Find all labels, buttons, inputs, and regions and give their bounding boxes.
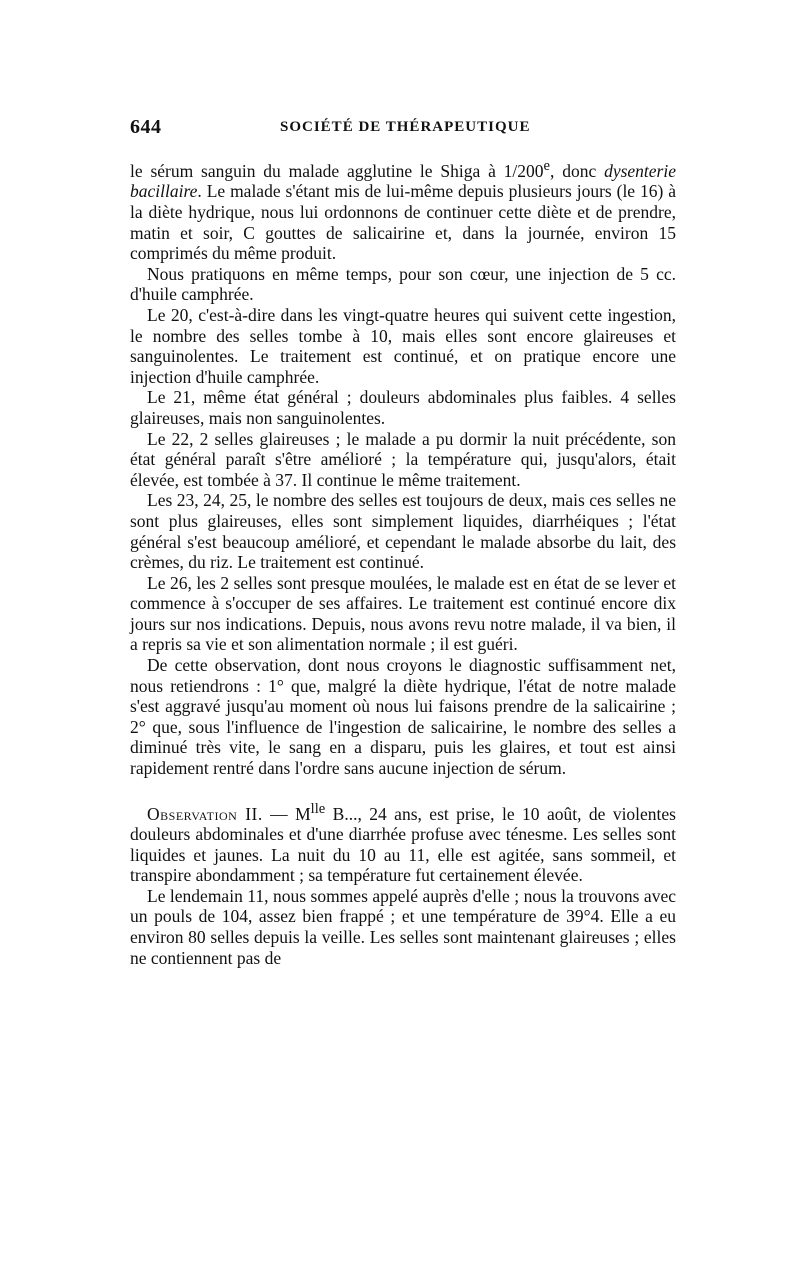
paragraph-5: Le 22, 2 selles glaireuses ; le malade a pu dormir la nuit précédente, son état général paraît s'être amélioré ; la température qui, jusqu'alors, était élevée, est tombée à 37. Il continue le même traitement. (130, 428, 676, 490)
observation-label: Observation II. (147, 803, 263, 824)
paragraph-1 (130, 156, 676, 264)
paragraph-3: Le 20, c'est-à-dire dans les vingt-quatre heures qui suivent cette ingestion, le nombre des selles tombe à 10, mais elles sont encore glaireuses et sanguinolentes. Le traitement est continué, et on pratique encore une injection d'huile camphrée. (130, 304, 676, 387)
paragraph-6: Les 23, 24, 25, le nombre des selles est toujours de deux, mais ces selles ne sont plus glaireuses, elles sont simplement liquides, diarrhéiques ; l'état général s'est beaucoup amélioré, et cependant le malade absorbe du lait, des crèmes, du riz. Le traitement est continué. (130, 490, 676, 573)
paragraph-8: De cette observation, dont nous croyons le diagnostic suffisamment net, nous retiendrons : 1° que, malgré la diète hydrique, l'état de notre malade s'est aggravé jusqu'au moment où nous lui faisons prendre de la salicairine ; 2° que, sous l'influence de l'ingestion de salicairine, le nombre des selles a diminué très vite, le sang en a disparu, puis les glaires, et tout est ainsi rapidement rentré dans l'ordre sans aucune injection de sérum. (130, 655, 676, 779)
paragraph-4: Le 21, même état général ; douleurs abdominales plus faibles. 4 selles glaireuses, mais non sanguinolentes. (130, 387, 676, 428)
page-body (130, 156, 676, 968)
running-head: SOCIÉTÉ DE THÉRAPEUTIQUE (280, 119, 531, 135)
paragraph-1-text-a: le sérum sanguin du malade agglutine le Shiga à 1/200 (130, 160, 544, 181)
title-superscript: lle (310, 800, 326, 817)
paragraph-7: Le 26, les 2 selles sont presque moulées, le malade est en état de se lever et commence à s'occuper de ses affaires. Le traitement est continué encore dix jours sur nos indications. Depuis, nous avons revu notre malade, il va bien, il a repris sa vie et son alimentation normale ; il est guéri. (130, 572, 676, 655)
observation-2-paragraph (130, 799, 676, 886)
observation-text: B..., 24 ans, est prise, le 10 août, de violentes douleurs abdominales et d'une diarrhée profuse avec ténesme. Les selles sont liquides et jaunes. La nuit du 10 au 11, elle est agitée, sans sommeil, et transpire abondamment ; sa température fut certainement élevée. (130, 803, 676, 886)
observation-dash: — M (262, 803, 311, 824)
paragraph-1-text-b: , donc (550, 160, 605, 181)
paragraph-10: Le lendemain 11, nous sommes appelé auprès d'elle ; nous la trouvons avec un pouls de 104, assez bien frappé ; et une température de 39°4. Elle a eu environ 80 selles depuis la veille. Les selles sont maintenant glaireuses ; elles ne contiennent pas de (130, 885, 676, 968)
page-header (130, 116, 678, 140)
paragraph-2: Nous pratiquons en même temps, pour son cœur, une injection de 5 cc. d'huile camphrée. (130, 263, 676, 305)
italic-term: dysenterie bacillaire (130, 160, 676, 202)
ordinal-superscript: e (543, 158, 551, 174)
page-number: 644 (130, 116, 162, 138)
paragraph-1-text-c: . Le malade s'étant mis de lui-même depuis plusieurs jours (le 16) à la diète hydrique, nous lui ordonnons de continuer cette diète et de prendre, matin et soir, C gouttes de salicairine et, dans la journée, environ 15 comprimés du même produit. (130, 181, 676, 264)
